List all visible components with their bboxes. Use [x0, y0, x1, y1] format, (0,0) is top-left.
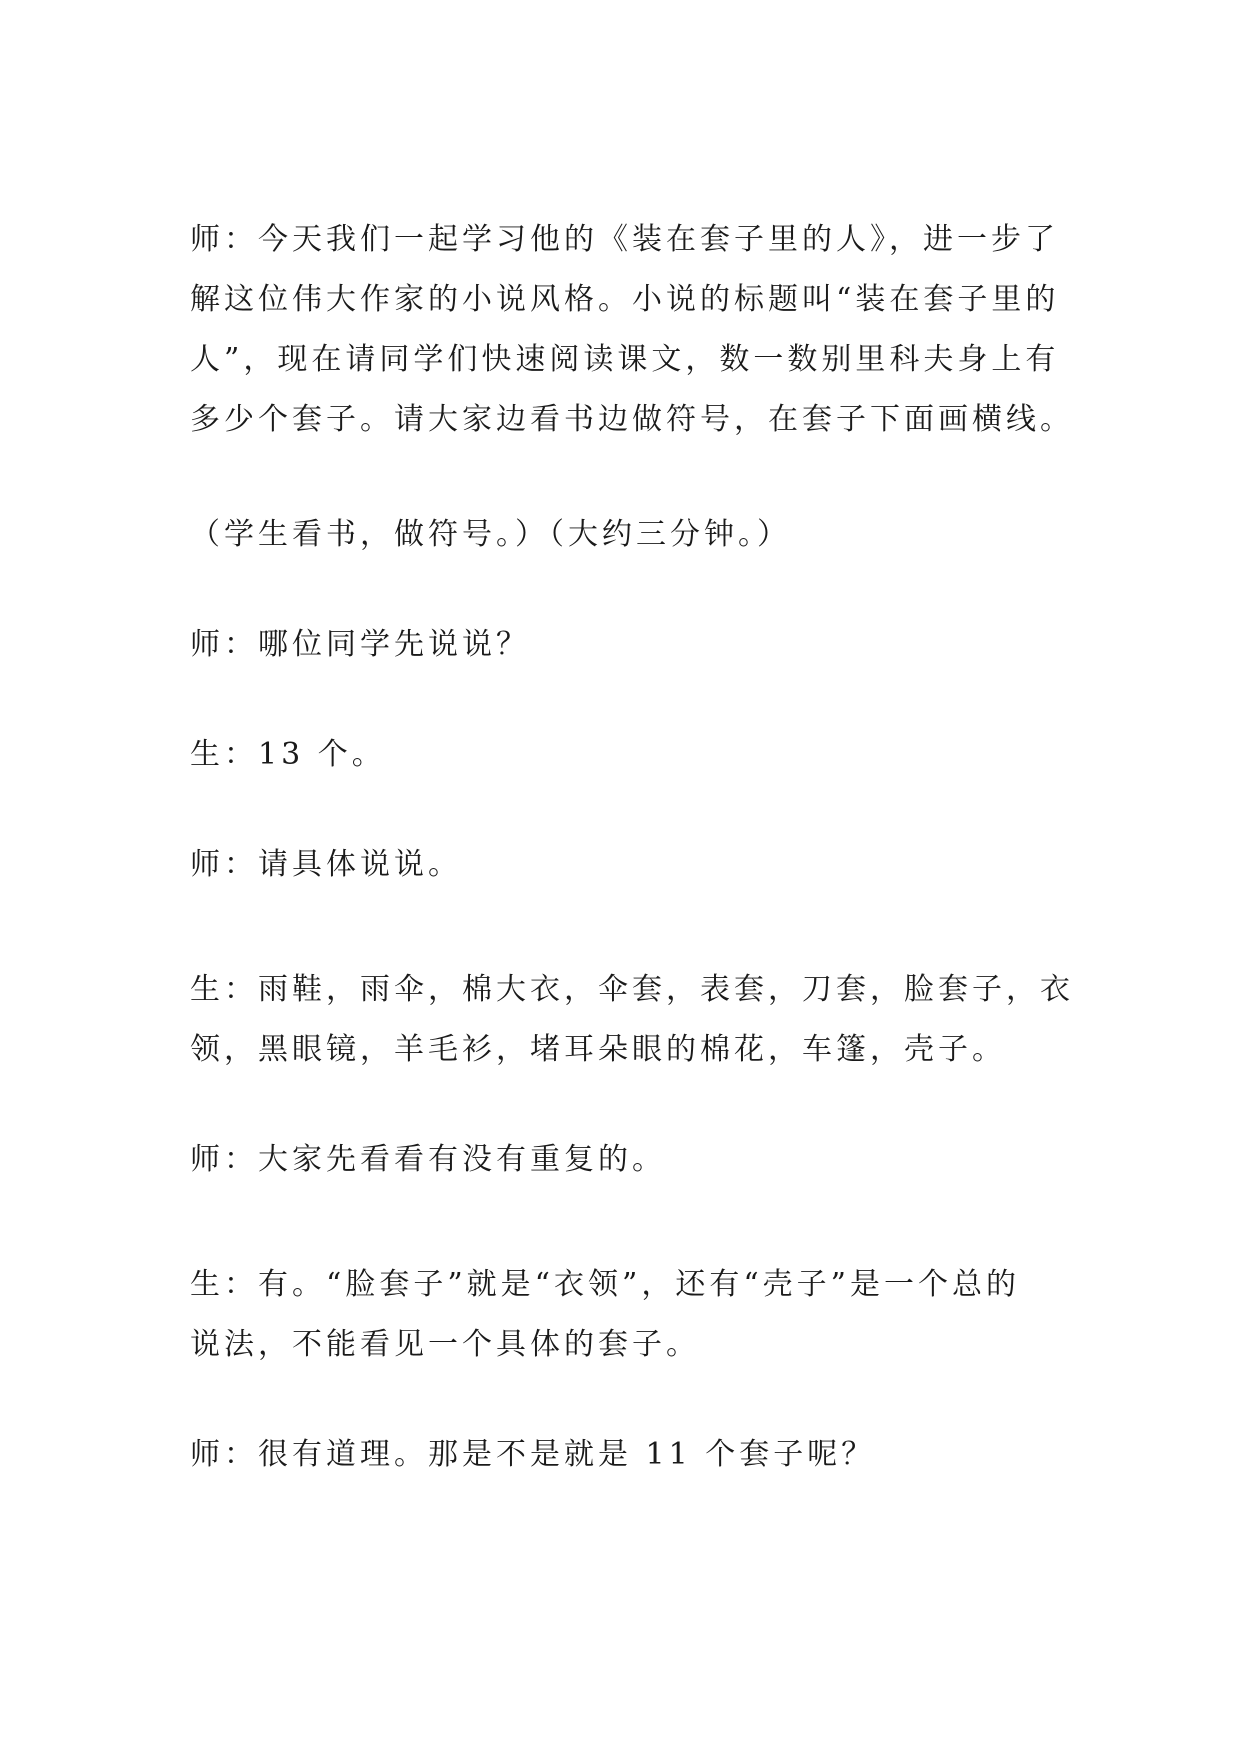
paragraph-student-list [190, 960, 1074, 1080]
paragraph-student-answer [190, 725, 1070, 785]
paragraph-teacher-check [190, 1130, 1070, 1190]
paragraph-teacher-intro [190, 210, 1074, 450]
paragraph-teacher-followup [190, 1425, 1070, 1485]
text-line: 生：雨鞋，雨伞，棉大衣，伞套，表套，刀套，脸套子，衣 [190, 972, 1074, 1007]
paragraph-student-reply [190, 1255, 1070, 1375]
text-line: 生：有。“脸套子”就是“衣领”，还有“壳子”是一个总的 [190, 1267, 1021, 1302]
text-line: 领，黑眼镜，羊毛衫，堵耳朵眼的棉花，车篷，壳子。 [190, 1032, 1006, 1067]
text-line: 人”，现在请同学们快速阅读课文，数一数别里科夫身上有 [190, 342, 1060, 377]
paragraph-teacher-prompt [190, 835, 1070, 895]
text-line: 解这位伟大作家的小说风格。小说的标题叫“装在套子里的 [190, 282, 1060, 317]
paragraph-teacher-question [190, 615, 1070, 675]
text-line: 多少个套子。请大家边看书边做符号，在套子下面画横线。 [190, 402, 1074, 437]
text-line: 说法，不能看见一个具体的套子。 [190, 1327, 700, 1362]
paragraph-stage-direction [190, 505, 1070, 565]
text-line: 师：大家先看看有没有重复的。 [190, 1142, 666, 1177]
text-line: 师：很有道理。那是不是就是 11 个套子呢？ [190, 1437, 876, 1472]
text-line: 生：13 个。 [190, 737, 386, 772]
text-line: 师：今天我们一起学习他的《装在套子里的人》，进一步了 [190, 222, 1059, 257]
text-line: （学生看书，做符号。）（大约三分钟。） [190, 517, 791, 552]
text-line: 师：哪位同学先说说？ [190, 627, 530, 662]
text-line: 师：请具体说说。 [190, 847, 462, 882]
